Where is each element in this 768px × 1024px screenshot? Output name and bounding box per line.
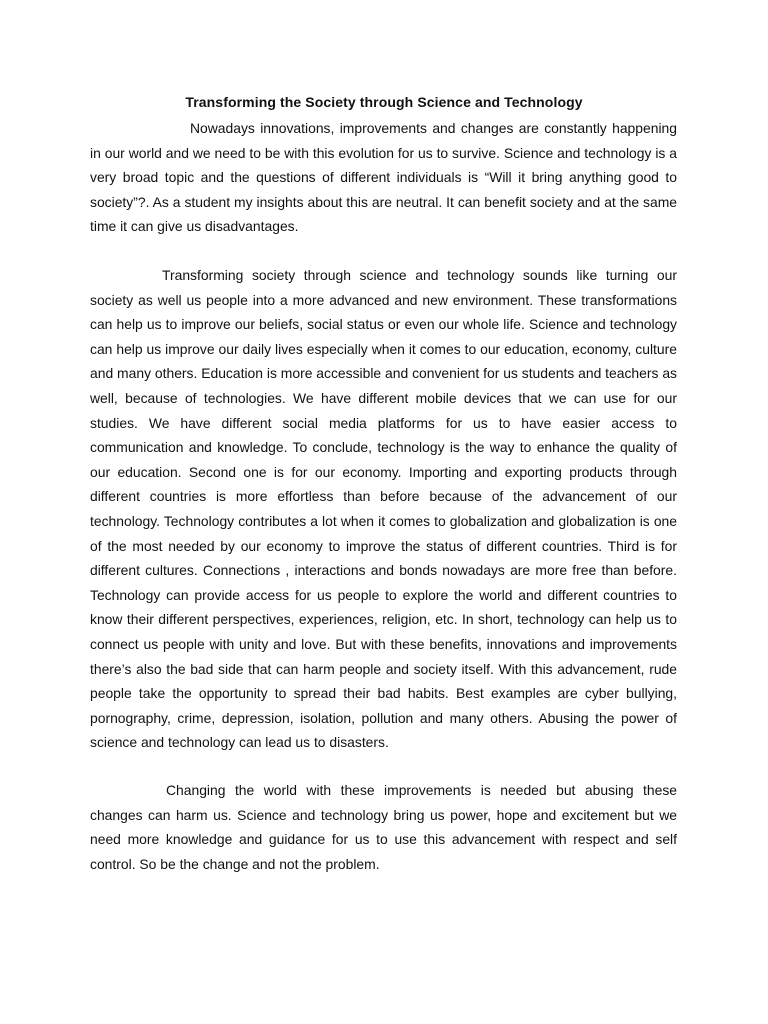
document-title: Transforming the Society through Science and Technology	[185, 94, 583, 110]
paragraph-intro: Nowadays innovations, improvements and changes are constantly happening in our world and we need to be with this evolution for us to survive. Science and technology is a very broad topic and the questions of different individuals is “Will it bring anything good to society”?. As a student my insights about this are neutral. It can benefit society and at the same time it can give us disadvantages.	[90, 120, 677, 235]
paragraph-body: Transforming society through science and technology sounds like turning our society as well us people into a more advanced and new environment. These transformations can help us to improve our beliefs, social status or even our whole life. Science and technology can help us improve our daily lives especially when it comes to our education, economy, culture and many others. Education is more accessible and convenient for us students and teachers as well, because of technologies. We have different mobile devices that we can use for our studies. We have different social media platforms for us to have easier access to communication and knowledge. To conclude, technology is the way to enhance the quality of our education. Second one is for our economy. Importing and exporting products through different countries is more effortless than before because of the advancement of our technology. Technology contributes a lot when it comes to globalization and globalization is one of the most needed by our economy to improve the status of different countries. Third is for different cultures. Connections , interactions and bonds nowadays are more free than before. Technology can provide access for us people to explore the world and different countries to know their different perspectives, experiences, religion, etc. In short, technology can help us to connect us people with unity and love. But with these benefits, innovations and improvements there’s also the bad side that can harm people and society itself. With this advancement, rude people take the opportunity to spread their bad habits. Best examples are cyber bullying, pornography, crime, depression, isolation, pollution and many others. Abusing the power of science and technology can lead us to disasters.	[90, 267, 677, 751]
paragraph-conclusion: Changing the world with these improvements is needed but abusing these changes can harm us. Science and technology bring us power, hope and excitement but we need more knowledge and guidance for us to use this advancement with respect and self control. So be the change and not the problem.	[90, 782, 677, 872]
